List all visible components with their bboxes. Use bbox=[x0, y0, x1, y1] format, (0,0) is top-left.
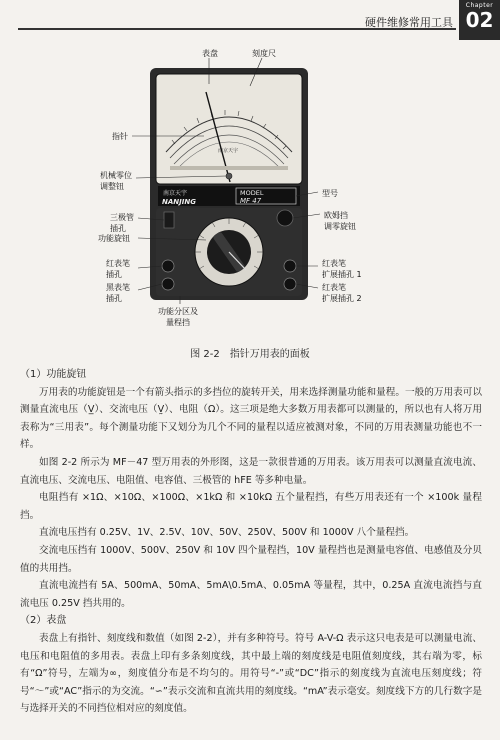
label-ext-jack-2: 红表笔 扩展插孔 2 bbox=[322, 283, 362, 303]
section-heading-knob: （1）功能旋钮 bbox=[20, 369, 87, 380]
chapter-word: Chapter bbox=[465, 2, 494, 9]
chapter-tab bbox=[459, 0, 500, 40]
paragraph: 交流电压挡有 1000V、500V、250V 和 10V 四个量程挡，10V 量程挡也是测量电容值、电感值及分贝值的共用挡。 bbox=[20, 544, 482, 574]
caption-text: 指针万用表的面板 bbox=[229, 349, 310, 360]
label-function-knob: 功能旋钮 bbox=[98, 234, 130, 243]
chapter-number: 02 bbox=[465, 8, 494, 32]
ext-jack-1 bbox=[284, 260, 296, 272]
model-number: MF 47 bbox=[240, 197, 262, 205]
zero-screw bbox=[226, 173, 232, 179]
label-transistor-jack: 三极管 插孔 bbox=[110, 213, 134, 233]
page-header bbox=[0, 0, 500, 40]
multimeter-figure bbox=[0, 40, 500, 340]
label-ohm-adjust: 欧姆挡 调零旋钮 bbox=[324, 211, 356, 231]
ohm-adjust-knob bbox=[277, 210, 293, 226]
label-pointer: 指针 bbox=[112, 132, 128, 141]
label-ext-jack-1: 红表笔 扩展插孔 1 bbox=[322, 259, 362, 279]
caption-number: 图 2-2 bbox=[190, 349, 220, 360]
paragraph: 直流电流挡有 5A、500mA、50mA、5mA\0.5mA、0.05mA 等量程，其中，0.25A 直流电流挡与直流电压 0.25V 挡共用的。 bbox=[20, 580, 482, 609]
multimeter-illustration bbox=[0, 40, 500, 340]
label-model: 型号 bbox=[322, 189, 338, 198]
black-probe-jack bbox=[162, 278, 174, 290]
paragraph: 电阻挡有 ×1Ω、×10Ω、×100Ω、×1kΩ 和 ×10kΩ 五个量程挡，有些万用表还有一个 ×100k 量程挡。 bbox=[20, 492, 482, 521]
model-word: MODEL bbox=[240, 189, 264, 197]
transistor-socket bbox=[164, 212, 174, 228]
running-title: 硬件维修常用工具 bbox=[365, 16, 453, 29]
paragraph: 表盘上有指针、刻度线和数值（如图 2-2），并有多种符号。符号 A-V-Ω 表示这只电表是可以测量电流、电压和电阻值的多用表。表盘上印有多条刻度线，其中最上端的刻度线是电阻值刻度线，其右端为零，标有“Ω”符号，左端为∞，刻度值分布是不均匀的。用符号“-”或“DC”指示的刻度线为直流电压刻度线；符号“～”或“AC”指示的为交流。“∽”表示交流和直流共用的刻度线。“mA”表示毫安。刻度线下方的几行数字是与选择开关的不同挡位相对应的刻度值。 bbox=[20, 632, 482, 715]
paragraph: 直流电压挡有 0.25V、1V、2.5V、10V、50V、250V、500V 和 1000V 八个量程挡。 bbox=[39, 527, 415, 539]
mirror-band bbox=[170, 166, 288, 170]
figure-caption bbox=[0, 345, 500, 360]
brand-cn: 南京天宇 bbox=[163, 190, 188, 197]
paragraph: 万用表的功能旋钮是一个有箭头指示的多挡位的旋转开关，用来选择测量功能和量程。一般的万用表可以测量直流电压（V̲）、交流电压（V̰）、电阻（Ω）。这三项是绝大多数万用表都可以测量的，所以也有人将万用表称为“三用表”。每个测量功能下又划分为几个不同的量程以适应被测对象，不同的万用表测量功能也不一样。 bbox=[20, 386, 482, 451]
red-probe-jack bbox=[162, 260, 174, 272]
dial-brand-mark: 南京天宇 bbox=[218, 148, 239, 154]
brand-en: NANJING bbox=[162, 198, 196, 206]
ext-jack-2 bbox=[284, 278, 296, 290]
label-range-zone: 功能分区及 量程挡 bbox=[158, 307, 198, 327]
label-scale: 刻度尺 bbox=[252, 49, 276, 58]
label-zero-adjust: 机械零位 调整钮 bbox=[100, 171, 132, 191]
paragraph: 如图 2-2 所示为 MF－47 型万用表的外形图，这是一款很普通的万用表。该万用表可以测量直流电流、直流电压、交流电压、电阻值、电容值、三极管的 hFE 等多种电量。 bbox=[20, 456, 482, 486]
label-dial: 表盘 bbox=[202, 49, 218, 58]
body-text bbox=[20, 366, 482, 718]
label-red-jack: 红表笔 插孔 bbox=[106, 259, 130, 279]
section-heading-dial: （2）表盘 bbox=[20, 615, 67, 627]
label-black-jack: 黑表笔 插孔 bbox=[106, 283, 130, 303]
